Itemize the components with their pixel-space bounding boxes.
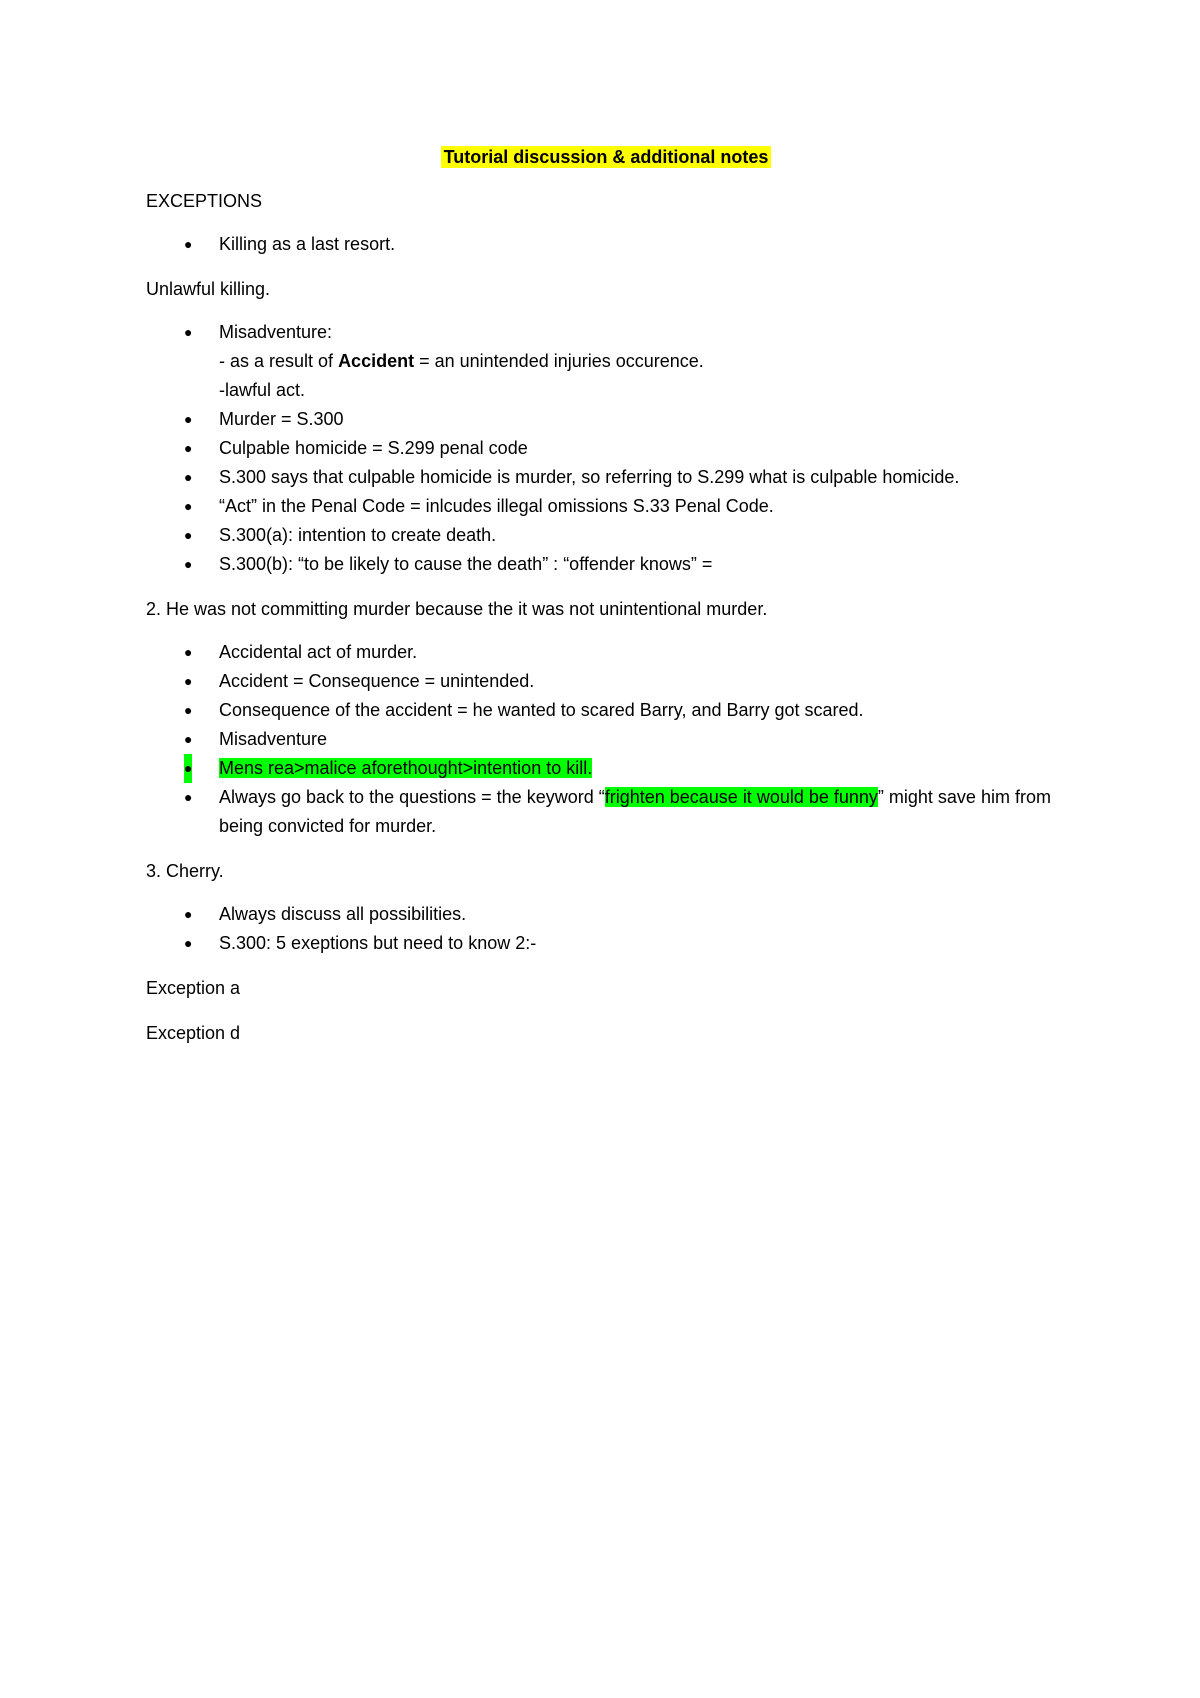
bullet-icon: ● (184, 906, 193, 922)
list-item (184, 638, 1066, 667)
bullet-icon: ● (184, 935, 193, 951)
bullet-icon: ● (184, 498, 193, 514)
question-3-list (146, 900, 1066, 958)
list-item (184, 230, 1066, 259)
list-item (184, 725, 1066, 754)
document-page (146, 143, 1066, 1048)
accident-bold: Accident (338, 351, 415, 371)
bullet-icon: ● (184, 644, 193, 660)
list-item-text: Accident = Consequence = unintended. (219, 671, 535, 691)
sub-line-lawful-act: -lawful act. (219, 380, 306, 400)
list-item-text: S.300(b): “to be likely to cause the death” : “offender knows” = (219, 554, 713, 574)
bullet-icon: ● (184, 411, 193, 427)
list-item (184, 405, 1066, 434)
list-item (184, 900, 1066, 929)
list-item (184, 463, 1066, 492)
question-3-heading: 3. Cherry. (146, 861, 224, 881)
list-item-misadventure (184, 318, 1066, 405)
list-item (184, 783, 1066, 841)
bullet-icon: ● (184, 440, 193, 456)
question-2-heading: 2. He was not committing murder because the it was not unintentional murder. (146, 599, 768, 619)
bullet-icon: ● (184, 469, 193, 485)
bullet-icon: ● (184, 324, 193, 340)
bullet-icon: ● (184, 236, 193, 252)
list-item-text: S.300(a): intention to create death. (219, 525, 497, 545)
bullet-icon: ● (184, 731, 193, 747)
list-item (184, 929, 1066, 958)
list-item-text: Culpable homicide = S.299 penal code (219, 438, 528, 458)
exception-d: Exception d (146, 1023, 241, 1043)
list-item-text: Misadventure (219, 729, 328, 749)
title-line (146, 143, 1066, 173)
list-item (184, 696, 1066, 725)
list-item-text: “Act” in the Penal Code = inlcudes illegal omissions S.33 Penal Code. (219, 496, 774, 516)
sub-line-accident: - as a result of Accident = an unintended injuries occurence. (219, 351, 704, 371)
bullet-icon: ● (184, 789, 193, 805)
list-item-text: Accidental act of murder. (219, 642, 418, 662)
unlawful-heading: Unlawful killing. (146, 279, 271, 299)
list-item-text: Misadventure: (219, 322, 333, 342)
bullet-icon: ● (184, 754, 192, 783)
exception-a: Exception a (146, 978, 241, 998)
list-item-text: Always discuss all possibilities. (219, 904, 467, 924)
list-item-text: S.300: 5 exeptions but need to know 2:- (219, 933, 537, 953)
exceptions-list (146, 230, 1066, 259)
list-item (184, 550, 1066, 579)
highlighted-keyword: frighten because it would be funny (604, 787, 878, 807)
list-item (184, 521, 1066, 550)
list-item (184, 434, 1066, 463)
list-item-text: Killing as a last resort. (219, 234, 396, 254)
list-item-text: Murder = S.300 (219, 409, 344, 429)
list-item-text: Consequence of the accident = he wanted to scared Barry, and Barry got scared. (219, 700, 864, 720)
bullet-icon: ● (184, 556, 193, 572)
list-item (184, 667, 1066, 696)
highlighted-text: Mens rea>malice aforethought>intention to kill. (219, 758, 593, 778)
bullet-icon: ● (184, 527, 193, 543)
exceptions-heading: EXCEPTIONS (146, 191, 263, 211)
question-2-list (146, 638, 1066, 841)
list-item-text: Always go back to the questions = the keyword “frighten because it would be funny” might save him from being convicted for murder. (219, 787, 1051, 836)
bullet-icon: ● (184, 702, 193, 718)
bullet-icon: ● (184, 673, 193, 689)
page-title: Tutorial discussion & additional notes (441, 146, 772, 168)
unlawful-list (146, 318, 1066, 579)
list-item-highlighted (184, 754, 1066, 783)
list-item-text: S.300 says that culpable homicide is murder, so referring to S.299 what is culpable homicide. (219, 467, 960, 487)
list-item (184, 492, 1066, 521)
